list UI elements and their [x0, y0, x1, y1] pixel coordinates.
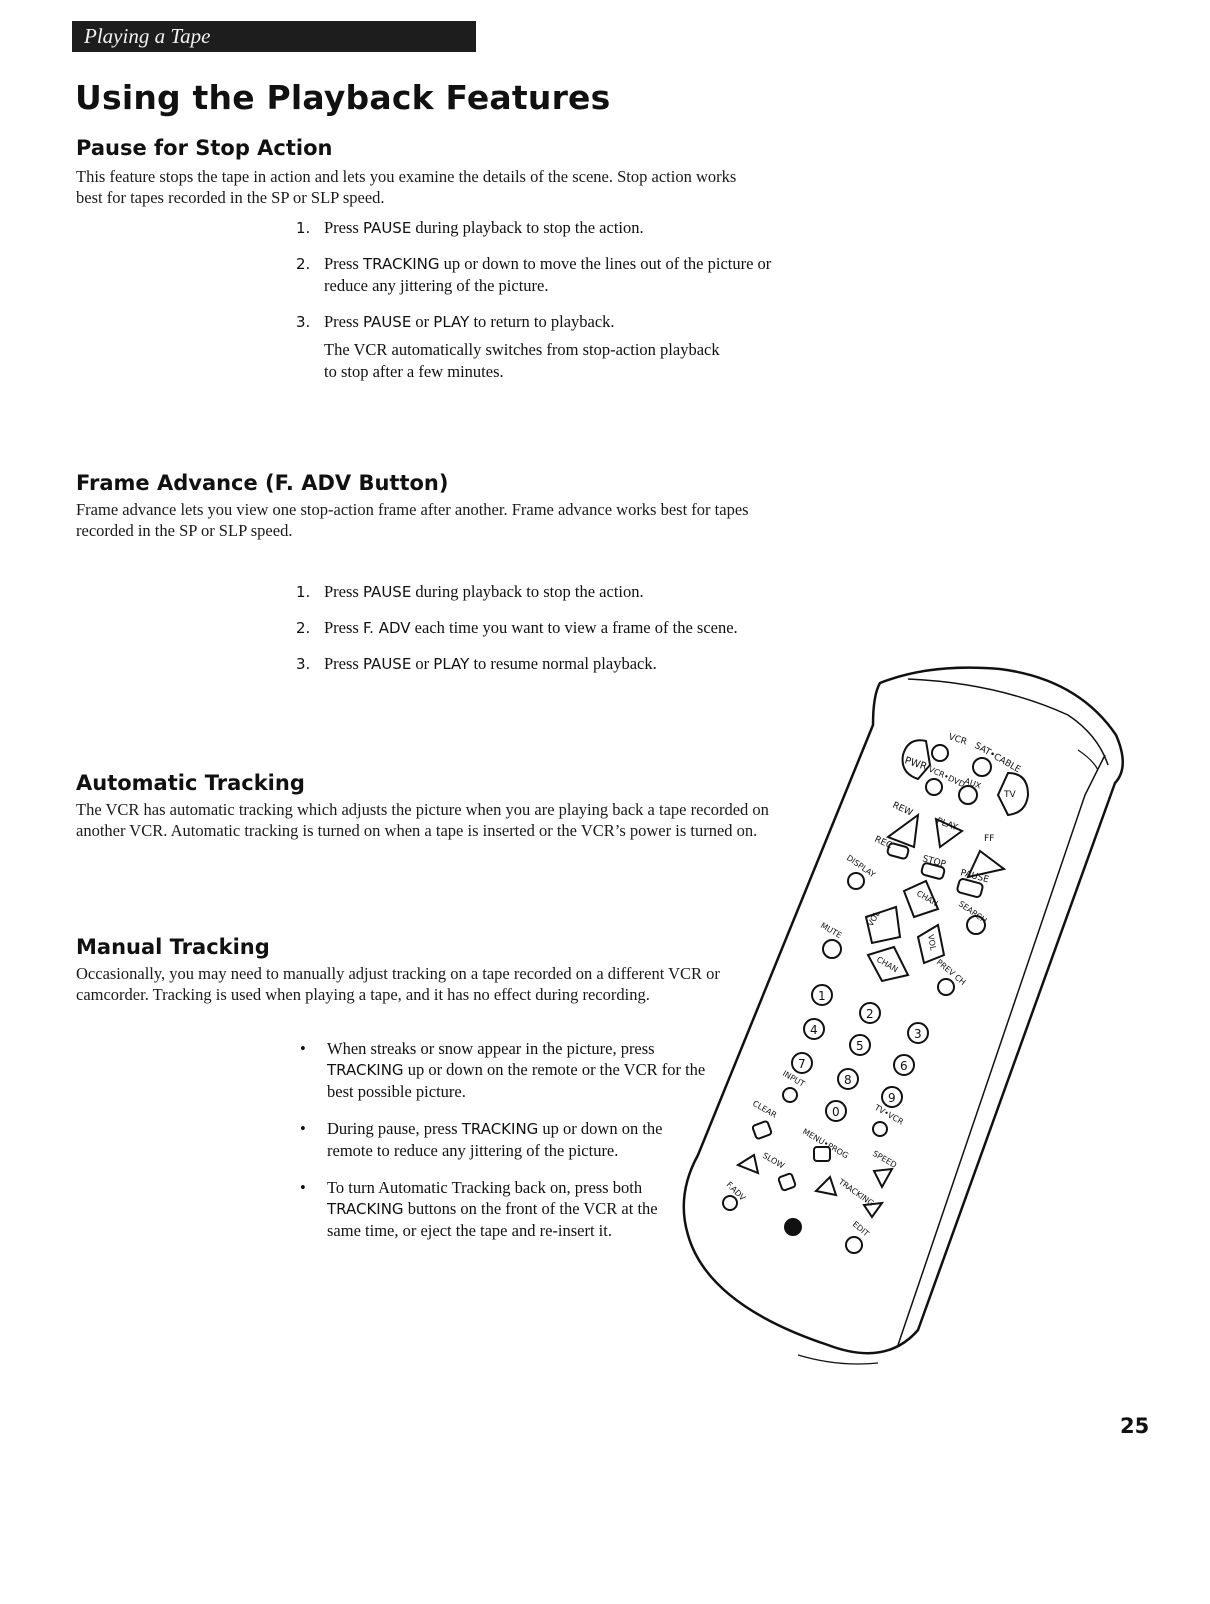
- pause-steps: [296, 217, 786, 397]
- remote-bottom-edge: [798, 1355, 878, 1364]
- frame-step-1: 1. Press PAUSE during playback to stop the action.: [296, 582, 644, 601]
- key-tracking: TRACKING: [327, 1200, 404, 1218]
- page-number: 25: [1120, 1414, 1150, 1438]
- key-pause: PAUSE: [362, 655, 412, 673]
- vcr-label: VCR: [947, 732, 968, 748]
- chan-down-label: CHAN: [875, 954, 900, 975]
- tracking-label: TRACKING: [836, 1177, 876, 1209]
- f-adv-label: F.ADV: [724, 1180, 748, 1203]
- tv-vcr-label: TV•VCR: [873, 1102, 905, 1127]
- remote-body: [684, 668, 1123, 1354]
- key-tracking: TRACKING: [461, 1120, 539, 1138]
- manual-bullet-2: • During pause, press TRACKING up or down on the remote to reduce any jittering of the picture.: [300, 1119, 663, 1160]
- pause-step-1: 1. Press PAUSE during playback to stop the action.: [296, 218, 644, 237]
- input-label: INPUT: [781, 1068, 807, 1089]
- digit-1: 1: [818, 989, 826, 1003]
- prev-ch-label: PREV CH: [934, 957, 968, 988]
- digit-3: 3: [914, 1027, 922, 1041]
- remote-inner-edge: [1078, 750, 1098, 770]
- frame-step-3: 3. Press PAUSE or PLAY to resume normal playback.: [296, 654, 657, 673]
- play-label: PLAY: [934, 816, 959, 834]
- heading-frame-advance: Frame Advance (F. ADV Button): [76, 471, 449, 495]
- stop-label: STOP: [921, 854, 947, 871]
- manual-bullet-3: • To turn Automatic Tracking back on, press both TRACKING buttons on the front of the VCR at the same time, or eject the tape and re-insert it.: [300, 1178, 658, 1240]
- rec-label: REC: [872, 834, 894, 852]
- remote-side-edge: [898, 755, 1105, 1345]
- heading-pause-for-stop-action: Pause for Stop Action: [76, 136, 333, 160]
- auto-intro: The VCR has automatic tracking which adjusts the picture when you are playing back a tape recorded on another VCR. Automatic tracking is turned on when a tape is inserted or the VCR’s power is turned on.: [76, 800, 769, 840]
- remote-control-illustration: [668, 655, 1130, 1380]
- digit-6: 6: [900, 1059, 908, 1073]
- menu-prog-label: MENU•PROG: [801, 1126, 851, 1161]
- pause-step-3: 3. Press PAUSE or PLAY to return to playback. The VCR automatically switches from stop-action playback to stop after a few minutes.: [296, 311, 786, 383]
- aux-label: AUX: [963, 776, 983, 791]
- key-tracking: TRACKING: [362, 255, 440, 273]
- frame-step-2: 2. Press F. ADV each time you want to view a frame of the scene.: [296, 618, 738, 637]
- pause-label: PAUSE: [959, 868, 990, 886]
- heading-manual-tracking: Manual Tracking: [76, 935, 270, 959]
- key-play: PLAY: [433, 313, 470, 331]
- frame-intro: Frame advance lets you view one stop-action frame after another. Frame advance works best for tapes recorded in the SP or SLP speed.: [76, 500, 749, 540]
- slow-label: SLOW: [761, 1150, 786, 1171]
- pwr-label: PWR: [903, 755, 929, 773]
- clear-label: CLEAR: [751, 1098, 779, 1120]
- manual-bullet-1: • When streaks or snow appear in the picture, press TRACKING up or down on the remote or the VCR for the best possible picture.: [300, 1039, 706, 1101]
- slow-button: [738, 1155, 758, 1173]
- center-button: [785, 1219, 801, 1235]
- key-tracking: TRACKING: [327, 1061, 404, 1079]
- display-label: DISPLAY: [844, 853, 877, 880]
- digit-9: 9: [888, 1091, 896, 1105]
- digit-4: 4: [810, 1023, 818, 1037]
- manual-bullets: [300, 1038, 725, 1257]
- speed-label: SPEED: [871, 1148, 899, 1170]
- search-label: SEARCH: [956, 899, 989, 926]
- vol-right-label: VOL: [926, 933, 938, 952]
- page-title: Using the Playback Features: [75, 78, 611, 117]
- key-pause: PAUSE: [362, 313, 412, 331]
- tracking-down-button: [864, 1203, 882, 1217]
- digit-7: 7: [798, 1057, 806, 1071]
- mute-label: MUTE: [819, 920, 844, 941]
- clear-button: [752, 1121, 772, 1140]
- key-pause: PAUSE: [362, 583, 412, 601]
- digit-5: 5: [856, 1039, 864, 1053]
- digit-0: 0: [832, 1105, 840, 1119]
- rew-label: REW: [890, 800, 914, 819]
- sat-cable-label: SAT•CABLE: [972, 740, 1023, 776]
- section-banner: Playing a Tape: [72, 21, 476, 52]
- digit-2: 2: [866, 1007, 874, 1021]
- vol-left-label: VOL: [865, 909, 882, 928]
- key-pause: PAUSE: [362, 219, 412, 237]
- digit-8: 8: [844, 1073, 852, 1087]
- key-f-adv: F. ADV: [362, 619, 411, 637]
- chan-label: CHAN: [915, 888, 940, 909]
- pause-intro: This feature stops the tape in action and lets you examine the details of the scene. Stop action works best for tapes recorded in the SP or SLP speed.: [76, 167, 737, 207]
- pause-step-2: 2. Press TRACKING up or down to move the lines out of the picture or reduce any jittering of the picture.: [296, 254, 772, 295]
- speed-button: [874, 1169, 892, 1187]
- key-play: PLAY: [433, 655, 470, 673]
- ff-label: FF: [984, 834, 995, 844]
- x-button: [778, 1173, 796, 1191]
- manual-intro: Occasionally, you may need to manually adjust tracking on a tape recorded on a different VCR or camcorder. Tracking is used when playing a tape, and it has no effect during recording.: [76, 964, 720, 1004]
- tv-label: TV: [1004, 790, 1016, 800]
- edit-label: EDIT: [850, 1219, 871, 1239]
- heading-automatic-tracking: Automatic Tracking: [76, 771, 305, 795]
- vcr-dvd-label: VCR•DVD: [927, 764, 967, 790]
- tracking-up-button: [816, 1177, 836, 1195]
- remote-top-edge: [908, 679, 1108, 765]
- pause-step-3-note: The VCR automatically switches from stop-action playback to stop after a few minutes.: [324, 340, 720, 381]
